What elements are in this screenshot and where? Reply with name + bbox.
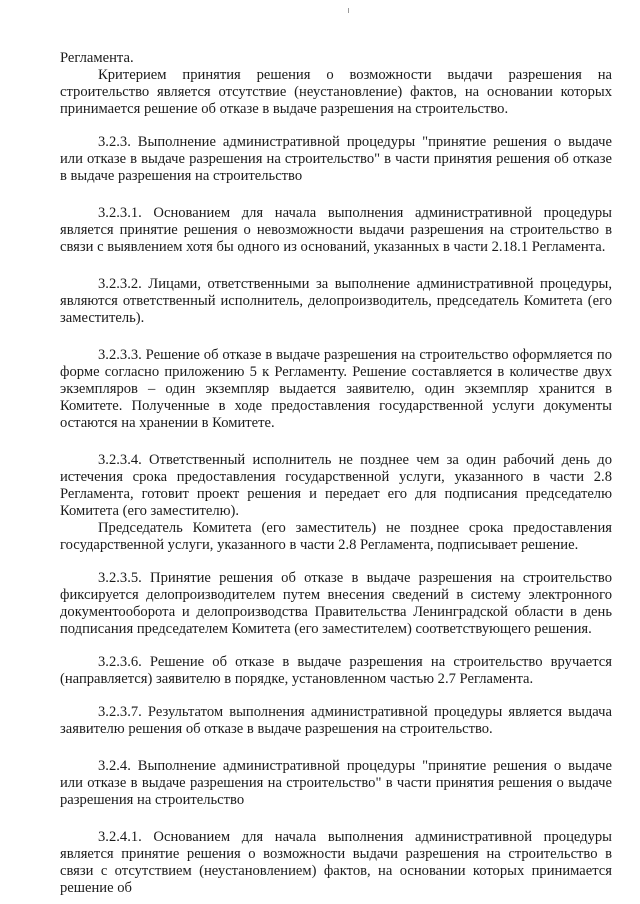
clause-3-2-4-1: 3.2.4.1. Основанием для начала выполнения административной процедуры является принятие решения о возможности выдачи разрешения на строительство в связи с отсутствием (неустановлением) фактов, на основании которых принимается решение об	[60, 829, 612, 896]
clause-3-2-3-7: 3.2.3.7. Результатом выполнения административной процедуры является выдача заявителю решения об отказе в выдаче разрешения на строительство.	[60, 704, 612, 737]
clause-3-2-3-5: 3.2.3.5. Принятие решения об отказе в выдаче разрешения на строительство фиксируется делопроизводителем путем внесения сведений в систему электронного документооборота и делопроизводства Правительства Ленинградской области в день подписания председателем Комитета (его заместителем) соответствующего решения.	[60, 570, 612, 637]
paragraph-continuation: Регламента.	[60, 50, 134, 66]
clause-3-2-3-2: 3.2.3.2. Лицами, ответственными за выполнение административной процедуры, являются ответственный исполнитель, делопроизводитель, председатель Комитета (его заместитель).	[60, 276, 612, 326]
document-body	[60, 50, 612, 897]
section-3-2-4-heading: 3.2.4. Выполнение административной процедуры "принятие решения о выдаче или отказе в выдаче разрешения на строительство" в части принятия решения о выдаче разрешения на строительство	[60, 758, 612, 808]
scan-mark	[348, 8, 349, 13]
paragraph-criterion: Критерием принятия решения о возможности выдачи разрешения на строительство является отсутствие (неустановление) фактов, на основании которых принимается решение об отказе в выдаче разрешения на строительство.	[60, 67, 612, 117]
clause-3-2-3-1: 3.2.3.1. Основанием для начала выполнения административной процедуры является принятие решения о невозможности выдачи разрешения на строительство в связи с выявлением хотя бы одного из оснований, указанных в части 2.18.1 Регламента.	[60, 205, 612, 255]
clause-3-2-3-4-signing: Председатель Комитета (его заместитель) не позднее срока предоставления государственной услуги, указанного в части 2.8 Регламента, подписывает решение.	[60, 520, 612, 553]
clause-3-2-3-6: 3.2.3.6. Решение об отказе в выдаче разрешения на строительство вручается (направляется) заявителю в порядке, установленном частью 2.7 Регламента.	[60, 654, 612, 687]
clause-3-2-3-4: 3.2.3.4. Ответственный исполнитель не позднее чем за один рабочий день до истечения срока предоставления государственной услуги, указанного в части 2.8 Регламента, готовит проект решения и передает его для подписания председателю Комитета (его заместителю).	[60, 452, 612, 519]
clause-3-2-3-3: 3.2.3.3. Решение об отказе в выдаче разрешения на строительство оформляется по форме согласно приложению 5 к Регламенту. Решение составляется в количестве двух экземпляров – один экземпляр выдается заявителю, один экземпляр хранится в Комитете. Полученные в ходе предоставления государственной услуги документы остаются на хранении в Комитете.	[60, 347, 612, 431]
section-3-2-3-heading: 3.2.3. Выполнение административной процедуры "принятие решения о выдаче или отказе в выдаче разрешения на строительство" в части принятия решения об отказе в выдаче разрешения на строительство	[60, 134, 612, 184]
